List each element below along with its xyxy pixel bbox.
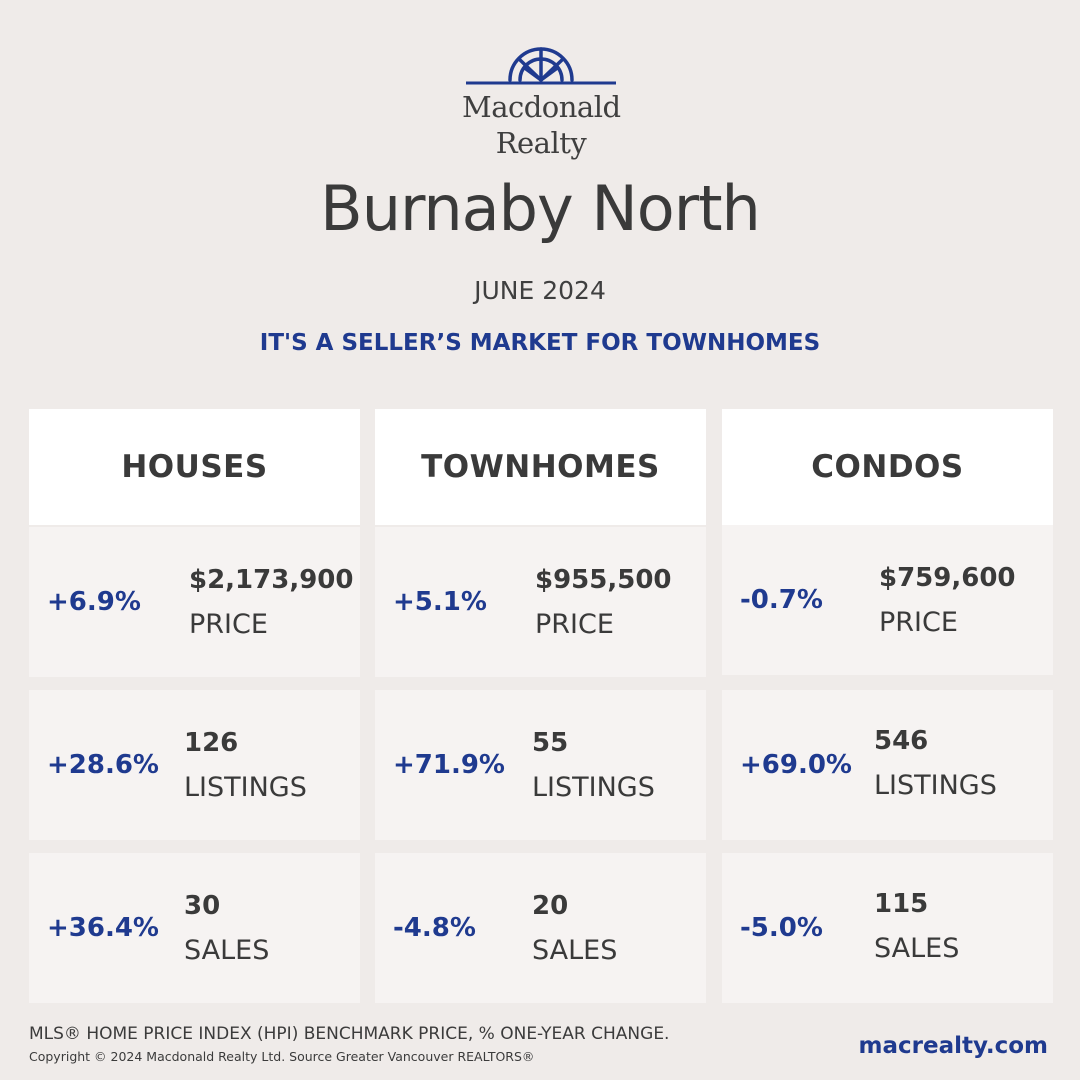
price-label: PRICE — [879, 607, 958, 638]
sales-value: 20 — [532, 891, 569, 921]
price-card — [722, 525, 1053, 675]
column-header: TOWNHOMES — [375, 409, 706, 525]
listings-change: +71.9% — [393, 750, 505, 780]
listings-change: +28.6% — [47, 750, 159, 780]
price-change: +5.1% — [393, 587, 487, 617]
market-headline: IT'S A SELLER’S MARKET FOR TOWNHOMES — [259, 330, 821, 356]
price-change: -0.7% — [740, 585, 823, 615]
copyright-notice: Copyright © 2024 Macdonald Realty Ltd. Source Greater Vancouver REALTORS® — [29, 1049, 535, 1064]
price-label: PRICE — [535, 609, 614, 640]
listings-value: 55 — [532, 728, 569, 758]
column-header: HOUSES — [29, 409, 360, 525]
listings-card — [722, 690, 1053, 840]
hpi-footnote: MLS® HOME PRICE INDEX (HPI) BENCHMARK PRICE, % ONE-YEAR CHANGE. — [29, 1024, 670, 1044]
report-date: JUNE 2024 — [474, 276, 606, 305]
sales-label: SALES — [532, 935, 618, 966]
dome-logo-icon — [462, 40, 620, 90]
price-card — [29, 527, 360, 677]
sales-label: SALES — [874, 933, 960, 964]
listings-value: 546 — [874, 726, 929, 756]
price-value: $2,173,900 — [189, 565, 354, 595]
listings-label: LISTINGS — [874, 770, 997, 801]
price-value: $955,500 — [535, 565, 672, 595]
price-card — [375, 527, 706, 677]
sales-change: +36.4% — [47, 913, 159, 943]
brand-name-line1: Macdonald — [462, 90, 621, 124]
column-header: CONDOS — [722, 409, 1053, 525]
brand-logo — [462, 40, 620, 166]
listings-value: 126 — [184, 728, 239, 758]
listings-label: LISTINGS — [532, 772, 655, 803]
price-value: $759,600 — [879, 563, 1016, 593]
condos-column — [722, 409, 1053, 964]
price-change: +6.9% — [47, 587, 141, 617]
sales-value: 30 — [184, 891, 221, 921]
listings-label: LISTINGS — [184, 772, 307, 803]
townhomes-column — [375, 409, 706, 966]
listings-card — [375, 690, 706, 840]
price-label: PRICE — [189, 609, 268, 640]
sales-card — [29, 853, 360, 1003]
sales-value: 115 — [874, 889, 929, 919]
listings-change: +69.0% — [740, 750, 852, 780]
listings-card — [29, 690, 360, 840]
sales-card — [722, 853, 1053, 1003]
brand-name-line2: Realty — [495, 126, 587, 160]
sales-card — [375, 853, 706, 1003]
area-title: Burnaby North — [320, 172, 760, 245]
houses-column — [29, 409, 360, 966]
sales-change: -4.8% — [393, 913, 476, 943]
sales-change: -5.0% — [740, 913, 823, 943]
sales-label: SALES — [184, 935, 270, 966]
website-link[interactable]: macrealty.com — [858, 1033, 1048, 1059]
